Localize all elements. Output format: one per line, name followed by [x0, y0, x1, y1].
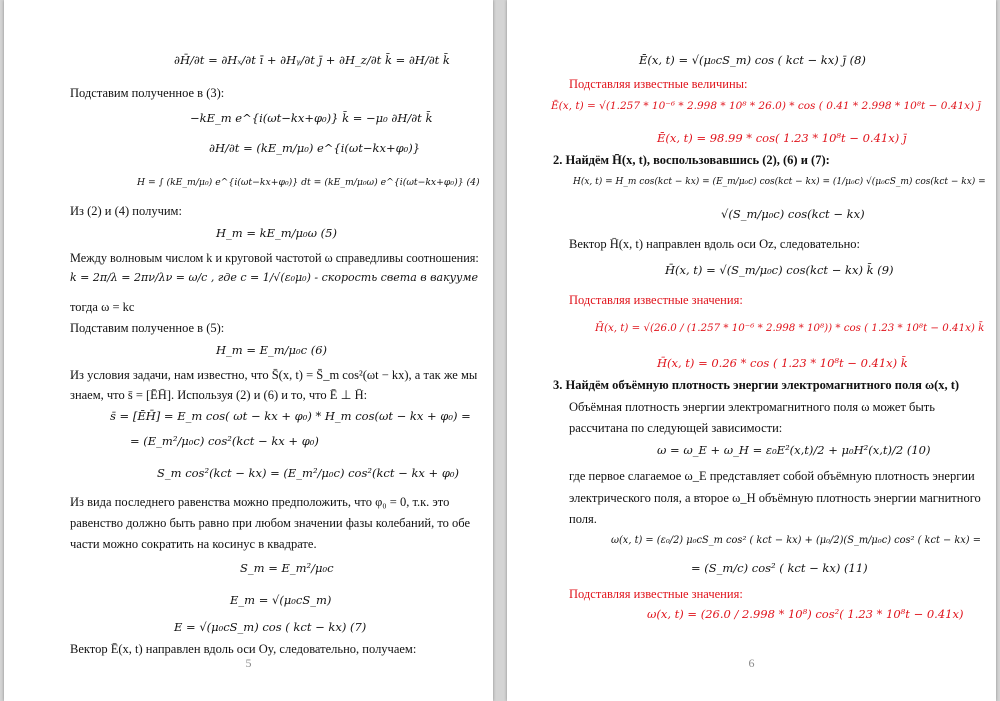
formula-line: ∂H̄/∂t = ∂Hₓ/∂t ī + ∂Hᵧ/∂t j̄ + ∂H_z/∂t k̄ = ∂H/∂t k̄: [174, 53, 450, 67]
text-line: Вектор H̄(x, t) направлен вдоль оси Oz, следовательно:: [569, 237, 861, 251]
text-line: знаем, что s̄ = [ĒH̄]. Используя (2) и (6) и то, что Ē ⊥ H̄:: [70, 388, 368, 402]
section-heading: 3. Найдём объёмную плотность энергии электромагнитного поля ω(x, t): [553, 378, 960, 392]
formula-line: Ē(x, t) = √(μ₀cS_m) cos ( kct − kx) j̄ (8): [639, 53, 866, 67]
highlighted-formula-line: ω(x, t) = (26.0 / 2.998 * 10⁸) cos²( 1.23 * 10⁸t − 0.41x): [647, 607, 964, 621]
highlighted-text-line: Подставляя известные значения:: [569, 293, 743, 307]
text-line: тогда ω = kc: [70, 300, 135, 314]
text-line: части можно сократить на косинус в квадрате.: [70, 537, 317, 551]
text-line: Между волновым числом k и круговой частотой ω справедливы соотношения:: [70, 251, 479, 265]
highlighted-formula-line: H̄(x, t) = 0.26 * cos ( 1.23 * 10⁸t − 0.41x) k̄: [657, 356, 908, 370]
section-heading: 2. Найдём H̄(x, t), воспользовавшись (2), (6) и (7):: [553, 153, 830, 167]
formula-line: −kE_m e^{i(ωt−kx+φ₀)} k̄ = −μ₀ ∂H/∂t k̄: [190, 111, 433, 125]
formula-line: H_m = E_m/μ₀c (6): [216, 343, 328, 357]
text-line: Объёмная плотность энергии электромагнитного поля ω может быть: [569, 400, 935, 414]
formula-line: S_m cos²(kct − kx) = (E_m²/μ₀c) cos²(kct − kx + φ₀): [157, 466, 459, 480]
highlighted-formula-line: Ē(x, t) = √(1.257 * 10⁻⁶ * 2.998 * 10⁸ * 26.0) * cos ( 0.41 * 2.998 * 10⁸t − 0.41x) j̄: [551, 100, 981, 112]
document-page-left: [4, 0, 493, 701]
formula-line: k = 2π/λ = 2πν/λν = ω/c , где c = 1/√(ε₀μ₀) - скорость света в вакууме: [70, 271, 479, 284]
text-line: Из (2) и (4) получим:: [70, 204, 182, 218]
page-number: 5: [245, 656, 252, 670]
formula-line: E = √(μ₀cS_m) cos ( kct − kx) (7): [174, 620, 367, 634]
formula-line: √(S_m/μ₀c) cos(kct − kx): [721, 207, 865, 221]
formula-line: ω = ω_E + ω_H = ε₀E²(x,t)/2 + μ₀H²(x,t)/2 (10): [657, 443, 931, 457]
formula-line: ω(x, t) = (ε₀/2) μ₀cS_m cos² ( kct − kx) + (μ₀/2)(S_m/μ₀c) cos² ( kct − kx) =: [611, 535, 981, 546]
text-line: Подставим полученное в (3):: [70, 86, 225, 100]
text-line: поля.: [569, 512, 597, 526]
text-line: Подставим полученное в (5):: [70, 321, 225, 335]
formula-line: = (S_m/c) cos² ( kct − kx) (11): [691, 561, 868, 575]
formula-line: ∂H/∂t = (kE_m/μ₀) e^{i(ωt−kx+φ₀)}: [209, 141, 421, 155]
formula-line: E_m = √(μ₀cS_m): [230, 593, 332, 607]
text-line: электрического поля, а второе ω_H объёмную плотность энергии магнитного: [569, 491, 981, 505]
formula-line: = (E_m²/μ₀c) cos²(kct − kx + φ₀): [130, 434, 319, 448]
text-line: где первое слагаемое ω_E представляет собой объёмную плотность энергии: [569, 469, 975, 483]
page-number: 6: [748, 656, 755, 670]
formula-line: S_m = E_m²/μ₀c: [240, 561, 334, 575]
text-line: равенство должно быть равно при любом значении фазы колебаний, то обе: [70, 516, 471, 530]
formula-line: H̄(x, t) = √(S_m/μ₀c) cos(kct − kx) k̄ (9): [665, 263, 894, 277]
text-line: рассчитана по следующей зависимости:: [569, 421, 783, 435]
highlighted-formula-line: H̄(x, t) = √(26.0 / (1.257 * 10⁻⁶ * 2.998 * 10⁸)) * cos ( 1.23 * 10⁸t − 0.41x) k̄: [595, 322, 985, 334]
text-line: Вектор Ē(x, t) направлен вдоль оси Oy, следовательно, получаем:: [70, 642, 417, 656]
formula-line: H(x, t) = H_m cos(kct − kx) = (E_m/μ₀c) cos(kct − kx) = (1/μ₀c) √(μ₀cS_m) cos(kct − kx) =: [573, 177, 986, 187]
highlighted-text-line: Подставляя известные величины:: [569, 77, 748, 91]
text-line: Из вида последнего равенства можно предположить, что φ₀ = 0, т.к. это: [70, 495, 450, 509]
text-line: Из условия задачи, нам известно, что S̄(x, t) = S̄_m cos²(ωt − kx), а так же мы: [70, 368, 478, 382]
formula-line: s̄ = [ĒH̄] = E_m cos( ωt − kx + φ₀) * H_m cos(ωt − kx + φ₀) =: [110, 409, 471, 423]
formula-line: H_m = kE_m/μ₀ω (5): [216, 226, 337, 240]
highlighted-formula-line: Ē(x, t) = 98.99 * cos( 1.23 * 10⁸t − 0.41x) j̄: [657, 131, 907, 145]
document-page-right: [507, 0, 996, 701]
highlighted-text-line: Подставляя известные значения:: [569, 587, 743, 601]
formula-line: H = ∫ (kE_m/μ₀) e^{i(ωt−kx+φ₀)} dt = (kE_m/μ₀ω) e^{i(ωt−kx+φ₀)} (4): [137, 177, 480, 188]
